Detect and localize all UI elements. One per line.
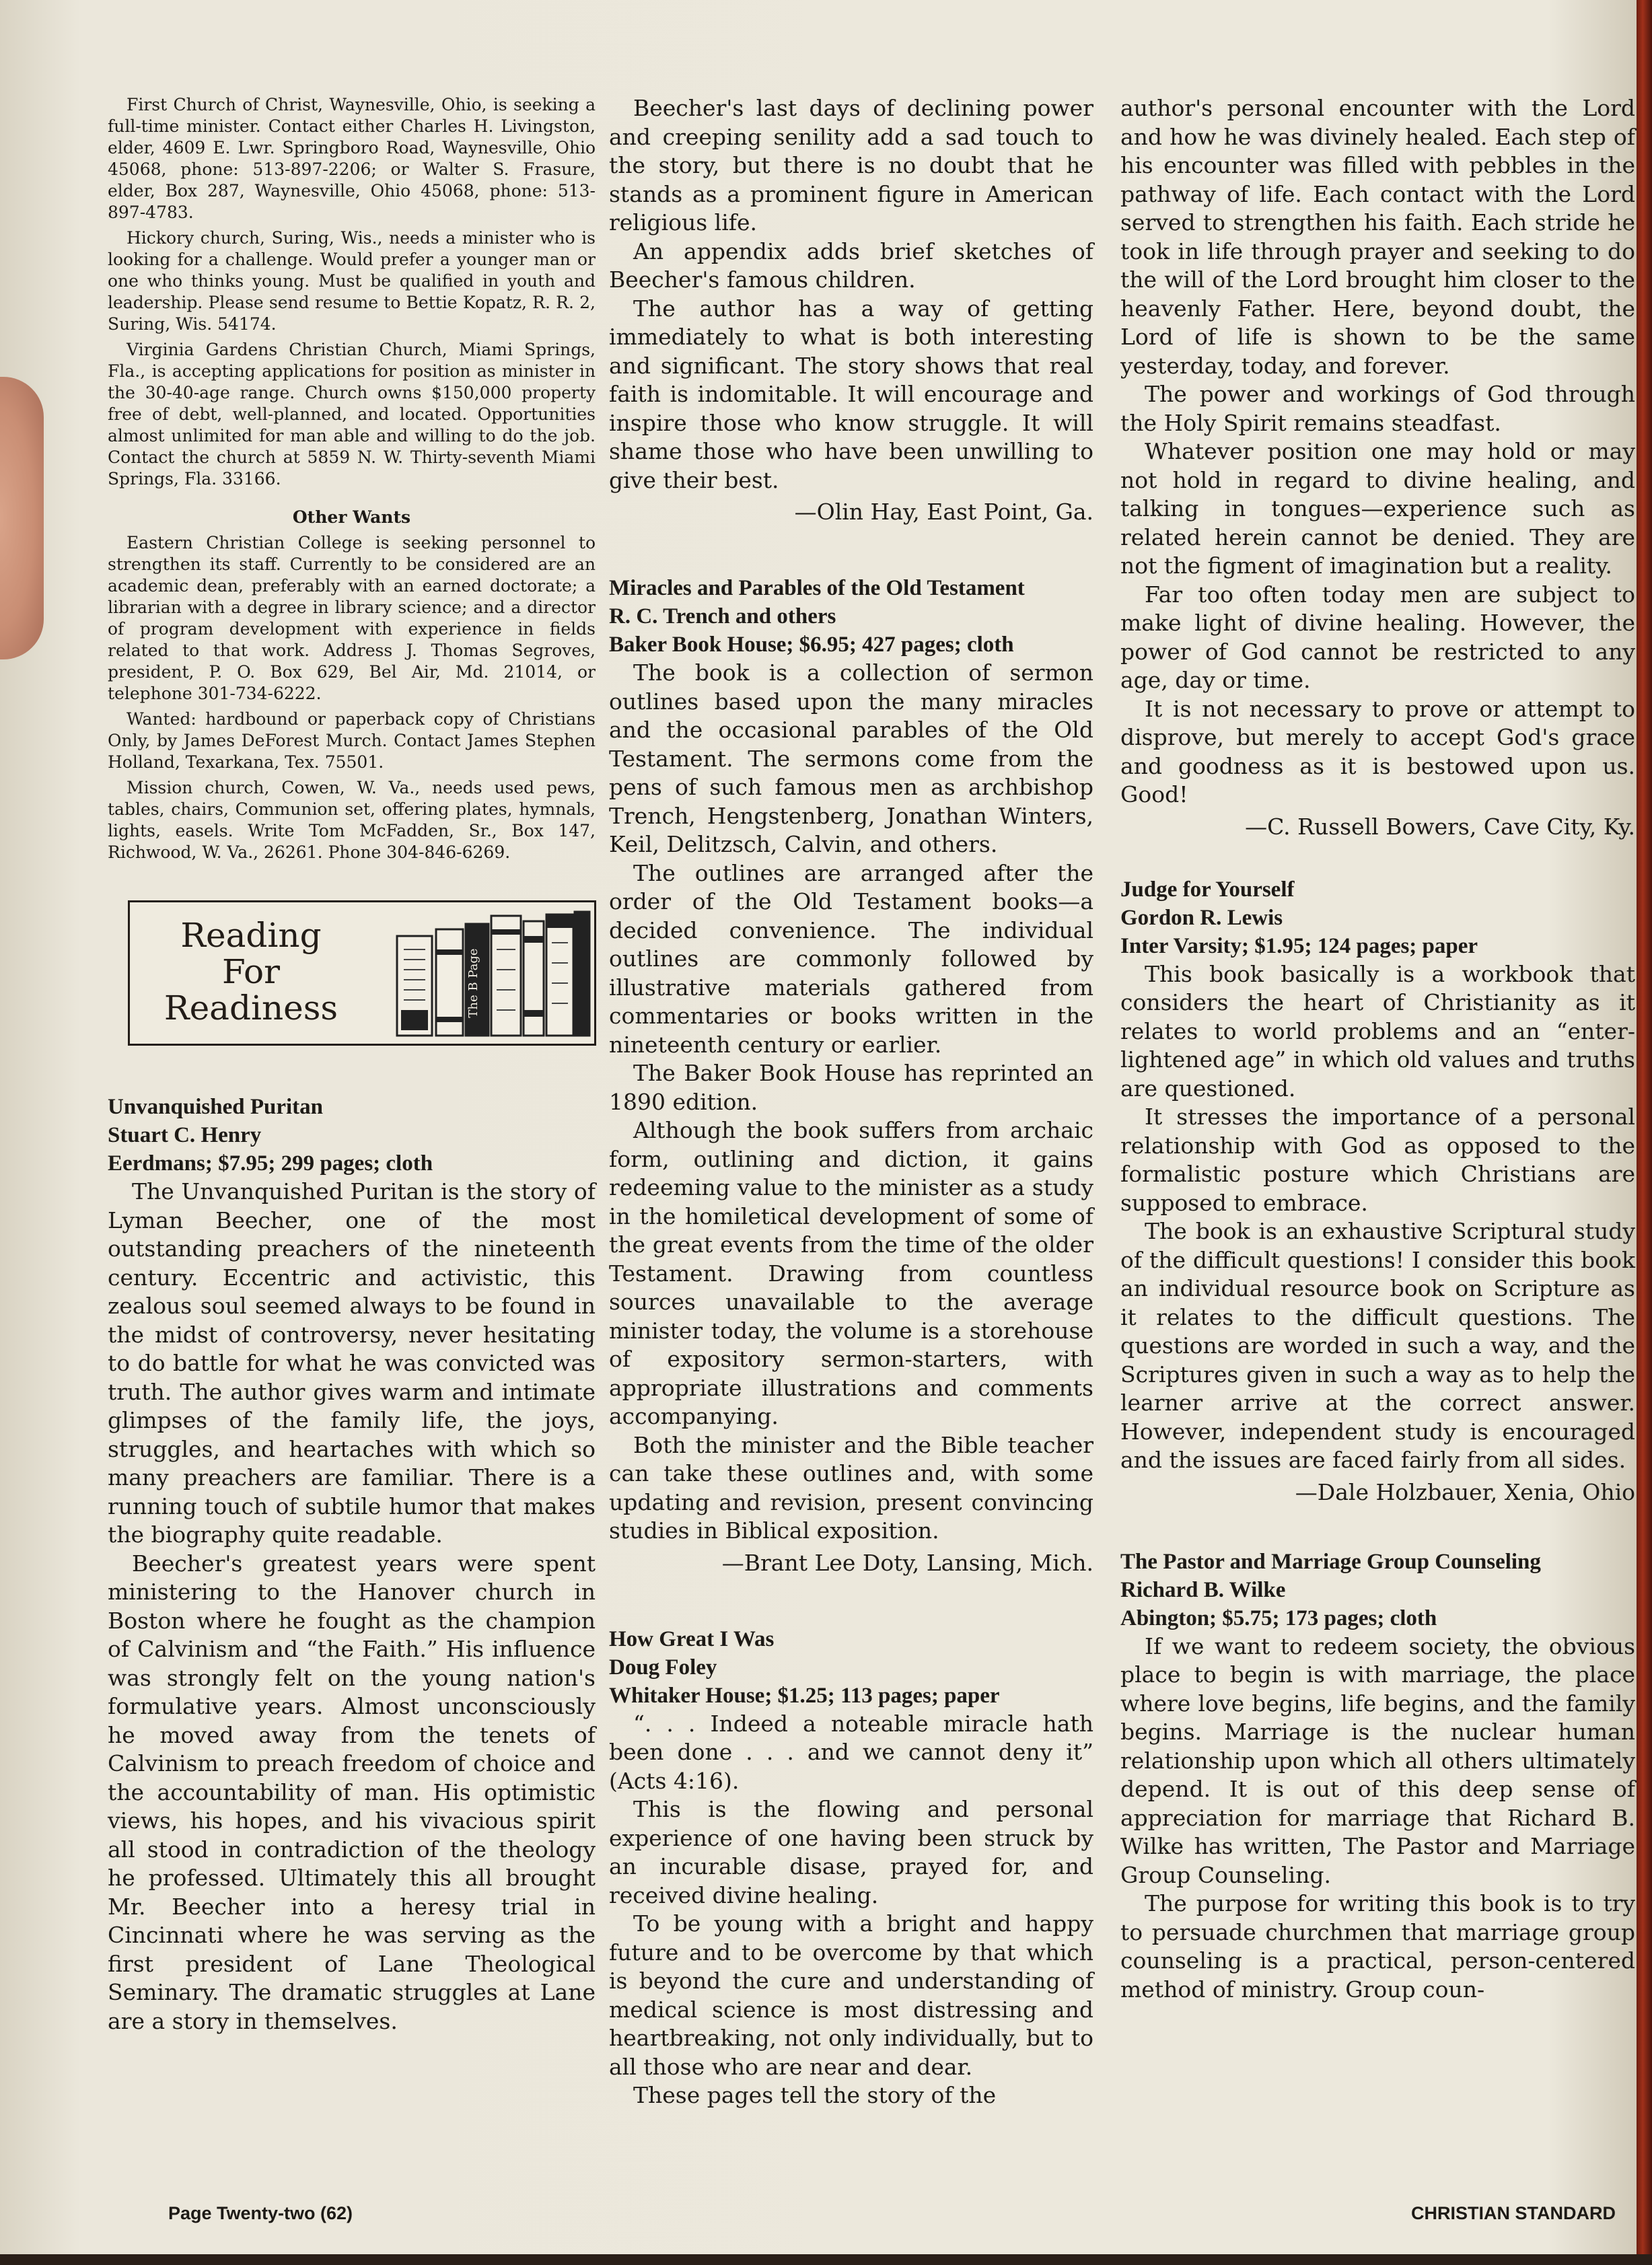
review-paragraph: This is the flowing and personal experience of one having been struck by an incurable disase, prayed for, and received divine healing. [609,1796,1093,1908]
review-paragraph: An appendix adds brief sketches of Beecher's famous children. [609,238,1093,293]
other-wants-heading: Other Wants [292,507,411,527]
review-paragraph: Beecher's greatest years were spent ministering to the Hanover church in Boston where he fought as the champion of Calvinism and “the Faith.” His influence was strongly felt on the young nation's formulative years. Almost unconsciously he moved away from the tenets of Calvinism to preach freedom of choice and the accountability of man. His optimistic views, his hopes, and his vivacious spirit all stood in contradiction of the theology he professed. Ultimately this all brought Mr. Beecher into a heresy trial in Cincinnati where he was serving as the first president of Lane Theological Seminary. The dramatic struggles at Lane are a story in themselves. [108,1550,596,2034]
review-paragraph: Although the book suffers from archaic form, outlining and diction, it gains redeeming value to the minister as a study in the homiletical development of some of the great events from the time of the older Testament. Drawing from countless sources unavailable to the average minister today, the volume is a storehouse of expository sermon-starters, with appropriate illustrations and comments accompanying. [609,1117,1093,1429]
reading-for-readiness-banner [128,900,596,1046]
review-author: R. C. Trench and others [609,604,836,628]
review-title: Miracles and Parables of the Old Testament [609,576,1025,600]
review-author: Doug Foley [609,1655,717,1680]
review-paragraph: It is not necessary to prove or attempt to disprove, but merely to accept God's grace and goodness as it is bestowed upon us. Good! [1120,695,1635,807]
review-title: The Pastor and Marriage Group Counseling [1120,1549,1541,1574]
review-paragraph: This book basically is a workbook that considers the heart of Christianity as it relates to world problems and an “enter-lightened age” in which old values and truths are questioned. [1120,960,1635,1102]
review-author: Gordon R. Lewis [1120,905,1283,930]
review-publisher: Whitaker House; $1.25; 113 pages; paper [609,1683,1000,1708]
column-2 [609,94,1093,2110]
review-title: How Great I Was [609,1626,775,1651]
column-1 [108,94,596,2036]
want-paragraph: Wanted: hardbound or paperback copy of Christians Only, by James DeForest Murch. Contact James Stephen Holland, Texarkana, Tex. 75501. [108,709,596,772]
review-publisher: Eerdmans; $7.95; 299 pages; cloth [108,1151,433,1176]
column-3 [1120,94,1635,2004]
review-judge-for-yourself [1120,875,1635,1507]
bottom-edge [0,2254,1652,2265]
review-pastor-and-marriage [1120,1548,1635,2005]
page-edge [1637,0,1652,2265]
review-paragraph: author's personal encounter with the Lord and how he was divinely healed. Each step of his encounter was filled with pebbles in the pathway of life. Each contact with the Lord served to strengthen his faith. Each stride he took in life through prayer and seeking to do the will of the Lord brought him closer to the heavenly Father. Here, beyond doubt, the Lord of life is shown to be the same yesterday, today, and forever. [1120,95,1635,379]
books-illustration [396,909,591,1037]
ad-paragraph: First Church of Christ, Waynesville, Ohio, is seeking a full-time minister. Contact either Charles H. Livingston, elder, 4609 E. Lwr. Springboro Road, Waynesville, Ohio 45068, phone: 513-897-2206; or Walter S. Frasure, elder, Box 287, Waynesville, Ohio 45068, phone: 513-897-4783. [108,95,596,222]
review-paragraph: To be young with a bright and happy future and to be overcome by that which is beyond the cure and understanding of medical science is most distressing and heartbreaking, not only individually, but to all those who are near and dear. [609,1910,1093,2080]
ad-paragraph: Virginia Gardens Christian Church, Miami Springs, Fla., is accepting applications for position as minister in the 30-40-age range. Church owns $150,000 property free of debt, well-planned, and located. Opportunities almost unlimited for man able and willing to do the job. Contact the church at 5859 N. W. Thirty-seventh Miami Springs, Fla. 33166. [108,340,596,489]
review-miracles-and-parables [609,574,1093,1578]
want-paragraph: Mission church, Cowen, W. Va., needs used pews, tables, chairs, Communion set, offering plates, hymnals, lights, easels. Write Tom McFadden, Sr., Box 147, Richwood, W. Va., 26261. Phone 304-846-6269. [108,778,596,862]
review-paragraph: If we want to redeem society, the obvious place to begin is with marriage, the place where love begins, life begins, and the family begins. Marriage is the nuclear human relationship upon which all others ultimately depend. It is out of this deep sense of appreciation for marriage that Richard B. Wilke has written, The Pastor and Marriage Group Counseling. [1120,1632,1635,1888]
review-title: Judge for Yourself [1120,877,1295,902]
review-paragraph: The power and workings of God through the Holy Spirit remains steadfast. [1120,381,1635,436]
banner-title: Reading For Readiness [164,916,338,1028]
review-author: Stuart C. Henry [108,1123,262,1147]
want-paragraph: Eastern Christian College is seeking personnel to strengthen its staff. Currently to be considered are an academic dean, preferably with an earned doctorate; a librarian with a degree in library science; and a director of program development with experience in fields related to that work. Address J. Thomas Segroves, president, P. O. Box 629, Bel Air, Md. 21014, or telephone 301-734-6222. [108,533,596,703]
review-paragraph: The purpose for writing this book is to try to persuade churchmen that marriage group counseling is a practical, person-centered method of ministry. Group coun- [1120,1890,1635,2003]
review-paragraph: The author has a way of getting immediately to what is both interesting and significant. The story shows that real faith is indomitable. It will encourage and inspire those who know struggle. It will shame those who have been unwilling to give their best. [609,295,1093,493]
review-paragraph: The outlines are arranged after the order of the Old Testament books—a decided convenience. The individual outlines are commonly followed by illustrative materials gathered from commentaries or books written in the nineteenth century or earlier. [609,859,1093,1058]
thumb-holding-page [0,377,44,659]
reviewer-signature: —Dale Holzbauer, Xenia, Ohio [1295,1478,1635,1505]
review-how-great-i-was [609,1625,1093,2110]
review-paragraph: The Baker Book House has reprinted an 1890 edition. [609,1060,1093,1115]
review-paragraph: Whatever position one may hold or may not hold in regard to divine healing, and talking in tongues—experience such as related herein cannot be denied. They are not the figment of imagination but a reality. [1120,438,1635,579]
review-paragraph: Both the minister and the Bible teacher can take these outlines and, with some updating and revision, present convincing studies in Biblical exposition. [609,1431,1093,1544]
review-publisher: Abington; $5.75; 173 pages; cloth [1120,1606,1437,1630]
review-paragraph: The book is an exhaustive Scriptural study of the difficult questions! I consider this book an individual resource book on Scripture as it relates to the difficult questions. The questions are worded in such a way, and the Scriptures given in such a way as to help the learner arrive at the correct answer. However, independent study is encouraged and the issues are faced fairly from all sides. [1120,1218,1635,1473]
page-number: Page Twenty-two (62) [168,2203,353,2223]
reviewer-signature: —C. Russell Bowers, Cave City, Ky. [1245,813,1635,840]
ad-paragraph: Hickory church, Suring, Wis., needs a minister who is looking for a challenge. Would prefer a younger man or one who thinks young. Must be qualified in youth and leadership. Please send resume to Bettie Kopatz, R. R. 2, Suring, Wis. 54174. [108,228,596,334]
review-title: Unvanquished Puritan [108,1095,324,1119]
review-publisher: Inter Varsity; $1.95; 124 pages; paper [1120,933,1478,958]
review-paragraph: Beecher's last days of declining power and creeping senility add a sad touch to the story, but there is no doubt that he stands as a prominent figure in American religious life. [609,95,1093,236]
review-paragraph: The Unvanquished Puritan is the story of Lyman Beecher, one of the most outstanding preachers of the nineteenth century. Eccentric and activistic, this zealous soul seemed always to be found in the midst of controversy, never hesitating to do battle for what he was convicted was truth. The author gives warm and intimate glimpses of the family life, the joys, struggles, and heartaches with which so many preachers are familiar. There is a running touch of subtile humor that makes the biography quite readable. [108,1178,596,1548]
review-paragraph: The book is a collection of sermon outlines based upon the many miracles and the occasional parables of the Old Testament. The sermons come from the pens of such famous men as archbishop Trench, Hengstenberg, Jonathan Winters, Keil, Delitzsch, Calvin, and others. [609,659,1093,857]
review-paragraph: It stresses the importance of a personal relationship with God as opposed to the formalistic posture which Christians are supposed to embrace. [1120,1104,1635,1216]
review-author: Richard B. Wilke [1120,1577,1286,1602]
book-spine-label: The B Page [466,948,480,1018]
review-paragraph: These pages tell the story of the [633,2082,997,2108]
review-paragraph: Far too often today men are subject to make light of divine healing. However, the power of God cannot be restricted to any age, day or time. [1120,581,1635,693]
reviewer-signature: —Olin Hay, East Point, Ga. [794,499,1093,525]
magazine-name: CHRISTIAN STANDARD [1411,2203,1616,2223]
review-publisher: Baker Book House; $6.95; 427 pages; cloth [609,633,1014,657]
review-paragraph: “. . . Indeed a noteable miracle hath been done . . . and we cannot deny it” (Acts 4:16). [609,1710,1093,1794]
reviewer-signature: —Brant Lee Doty, Lansing, Mich. [721,1549,1093,1576]
